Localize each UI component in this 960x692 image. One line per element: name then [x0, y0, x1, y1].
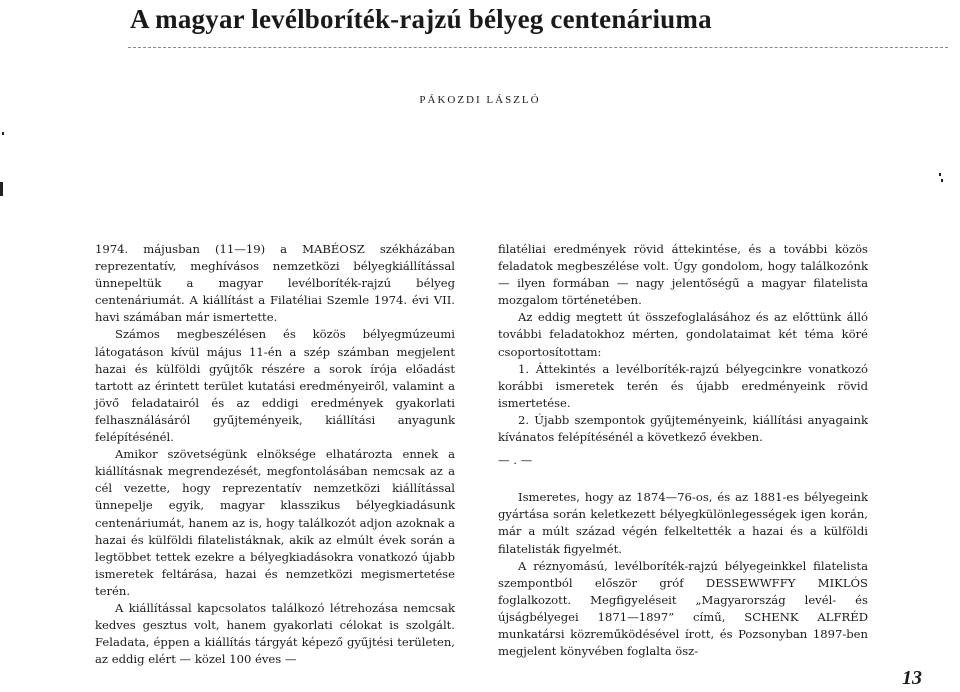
margin-mark — [0, 182, 3, 196]
title-rule — [128, 47, 948, 48]
left-column — [95, 241, 455, 668]
section-separator: — . — — [498, 453, 533, 468]
page-number: 13 — [902, 667, 922, 689]
paragraph: 1974. májusban (11—19) a MABÉOSZ székházában reprezentatív, meghívásos nemzetközi bélyegkiállítással ünnepeltük a magyar levélboríték-rajzú bélyeg centenáriumát. A kiállítást a Filatéliai Szemle 1974. évi VII. havi számában már ismertette. — [95, 242, 455, 325]
margin-mark — [2, 132, 4, 135]
margin-mark — [939, 173, 941, 176]
paragraph: Amikor szövetségünk elnöksége elhatározta ennek a kiállításnak megrendezését, megfontolásában nemcsak az a cél vezette, hogy reprezentatív nemzetközi kiállítással ünnepelje egyik, magyar klasszikus bélyegkiadásunk centenáriumát, hanem az is, hogy találkozót adjon azoknak a hazai és külföldi filatelistáknak, akik az elmúlt évek során a legtöbbet tettek ezekre a bélyegkiadásokra vonatkozó újabb ismeretek feltárása, hazai és nemzetközi megismertetése terén. — [95, 447, 455, 598]
list-item: 1. Áttekintés a levélboríték-rajzú bélyegcinkre vonatkozó korábbi ismeretek terén és újabb eredményeink rövid ismertetése. — [498, 361, 868, 410]
right-column — [498, 241, 868, 660]
paragraph: Az eddig megtett út összefoglalásához és az előttünk álló további feladatokhoz mérten, gondolataimat két téma köré csoportosítottam: — [498, 310, 868, 359]
paragraph: Ismeretes, hogy az 1874—76-os, és az 1881-es bélyegeink gyártása során keletkezett bélyegkülönlegességek igen korán, már a múlt század végén felkeltették a hazai és a külföldi filatelisták figyelmét. — [498, 490, 868, 556]
list-item: 2. Újabb szempontok gyűjteményeink, kiállítási anyagaink kívánatos felépítésénél a következő években. — [498, 412, 868, 445]
author-name: PÁKOZDI LÁSZLÓ — [419, 94, 541, 106]
paragraph: filatéliai eredmények rövid áttekintése, és a további közös feladatok megbeszélése volt. Úgy gondolom, hogy találkozónk — ilyen formában — nagy jelentőségű a magyar filatelista mozgalom történetében. — [498, 242, 868, 308]
article-title: A magyar levélboríték-rajzú bélyeg centenáriuma — [130, 4, 712, 34]
paragraph: A réznyomású, levélboríték-rajzú bélyegeinkkel filatelista szempontból először gróf DESSEWWFFY MIKLÓS foglalkozott. Megfigyeléseit „Magyarország levél- és újságbélyegei 1871—1897” című, SCHENK ALFRÉD munkatársi közreműködésével írott, és Pozsonyban 1897-ben megjelent könyvében foglalta ösz- — [498, 558, 868, 659]
margin-mark — [941, 179, 943, 182]
paragraph: Számos megbeszélésen és közös bélyegmúzeumi látogatáson kívül május 11-én a szép számban megjelent hazai és külföldi gyűjtők részére a sorok írója előadást tartott az érintett terület kutatási eredményeiről, valamint a jövő feladatairól és az eddigi eredmények gyakorlati felhasználásáról gyűjteményeik, kiállítási anyagunk felépítésénél. — [95, 327, 455, 445]
paragraph: A kiállítással kapcsolatos találkozó létrehozása nemcsak kedves gesztus volt, hanem gyakorlati célokat is szolgált. Feladata, éppen a kiállítás tárgyát képező gyűjtési területen, az eddig elért — közel 100 éves — — [95, 600, 455, 667]
